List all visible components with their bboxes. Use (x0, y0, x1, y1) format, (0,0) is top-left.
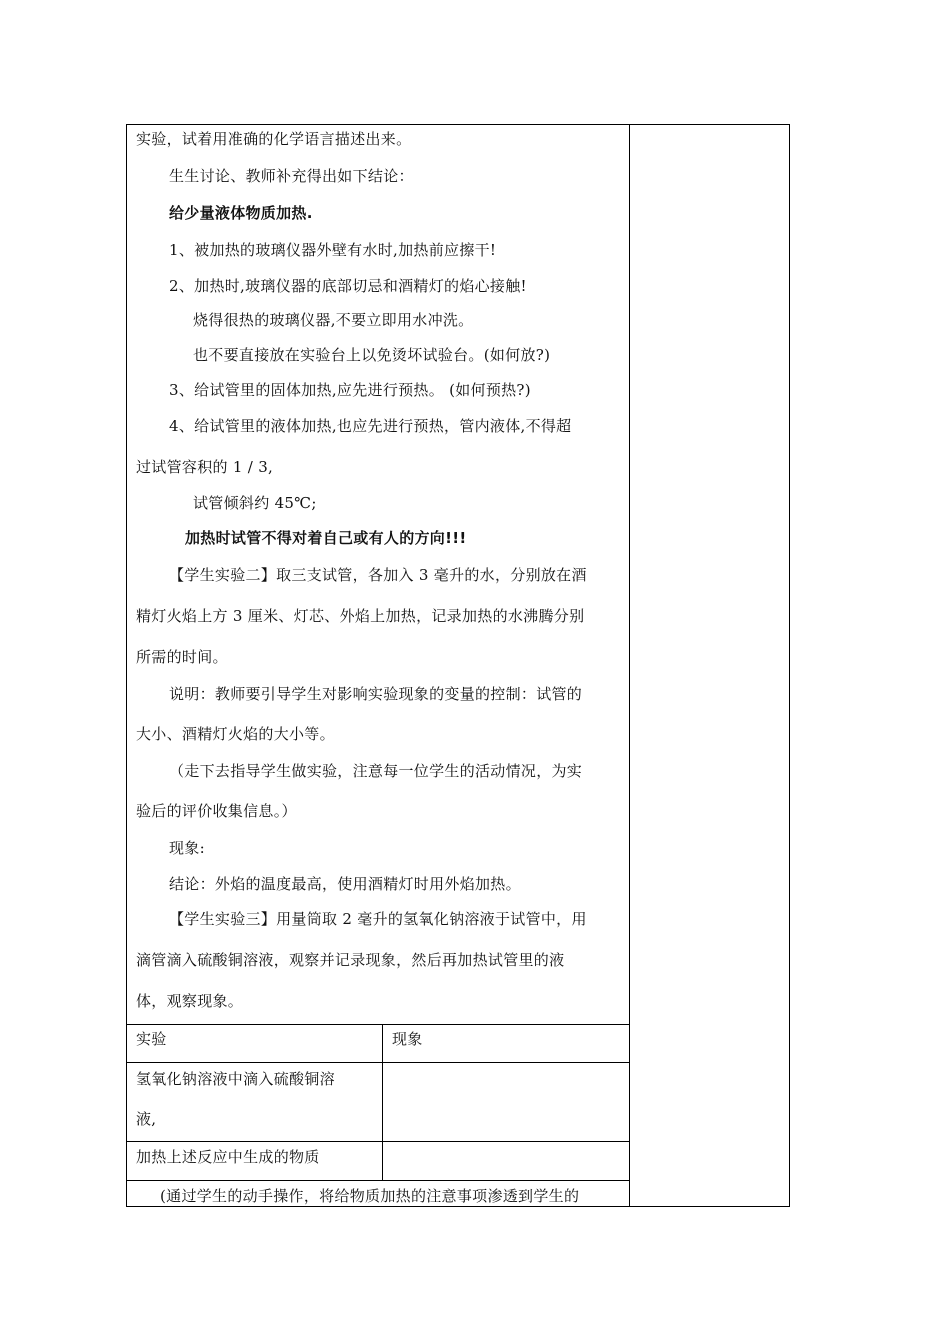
text-line: 也不要直接放在实验台上以免烫坏试验台。(如何放?) (193, 346, 551, 364)
text-line: 1、被加热的玻璃仪器外壁有水时,加热前应擦干! (169, 241, 497, 259)
text-line: 现象: (169, 839, 205, 857)
section-heading: 给少量液体物质加热. (169, 204, 313, 222)
text-line: 滴管滴入硫酸铜溶液，观察并记录现象，然后再加热试管里的液 (136, 951, 565, 969)
text-line: 生生讨论、教师补充得出如下结论： (169, 167, 414, 185)
text-line: 说明：教师要引导学生对影响实验现象的变量的控制：试管的 (169, 685, 583, 703)
text-line: 4、给试管里的液体加热,也应先进行预热，管内液体,不得超 (169, 417, 572, 435)
text-line: 烧得很热的玻璃仪器,不要立即用水冲洗。 (193, 311, 474, 329)
table-header-phenomenon: 现象 (392, 1030, 423, 1048)
warning-line: 加热时试管不得对着自己或有人的方向!!! (185, 529, 467, 547)
text-line: 试管倾斜约 45℃; (193, 494, 317, 512)
text-line: 精灯火焰上方 3 厘米、灯芯、外焰上加热，记录加热的水沸腾分别 (136, 607, 585, 625)
text-line: （走下去指导学生做实验，注意每一位学生的活动情况，为实 (169, 762, 583, 780)
footer-text-line: (通过学生的动手操作，将给物质加热的注意事项渗透到学生的 (160, 1187, 580, 1205)
text-line: 实验，试着用准确的化学语言描述出来。 (136, 130, 412, 148)
table-row-divider (126, 1141, 630, 1142)
text-line: 所需的时间。 (136, 648, 228, 666)
text-line: 【学生实验三】用量筒取 2 毫升的氢氧化钠溶液于试管中，用 (169, 910, 587, 928)
text-line: 2、加热时,玻璃仪器的底部切忌和酒精灯的焰心接触! (169, 277, 527, 295)
table-cell: 液, (136, 1110, 157, 1128)
text-line: 结论：外焰的温度最高，使用酒精灯时用外焰加热。 (169, 875, 521, 893)
text-line: 3、给试管里的固体加热,应先进行预热。 (如何预热?) (169, 381, 531, 399)
text-line: 大小、酒精灯火焰的大小等。 (136, 725, 335, 743)
text-line: 过试管容积的 1 / 3, (136, 458, 274, 476)
table-header-experiment: 实验 (136, 1030, 167, 1048)
text-line: 【学生实验二】取三支试管，各加入 3 毫升的水，分别放在酒 (169, 566, 587, 584)
table-cell: 加热上述反应中生成的物质 (136, 1148, 320, 1166)
text-line: 体，观察现象。 (136, 992, 244, 1010)
table-cell: 氢氧化钠溶液中滴入硫酸铜溶 (136, 1070, 335, 1088)
table-column-divider (382, 1024, 383, 1181)
table-row-divider (126, 1062, 630, 1063)
text-line: 验后的评价收集信息。） (136, 802, 297, 820)
